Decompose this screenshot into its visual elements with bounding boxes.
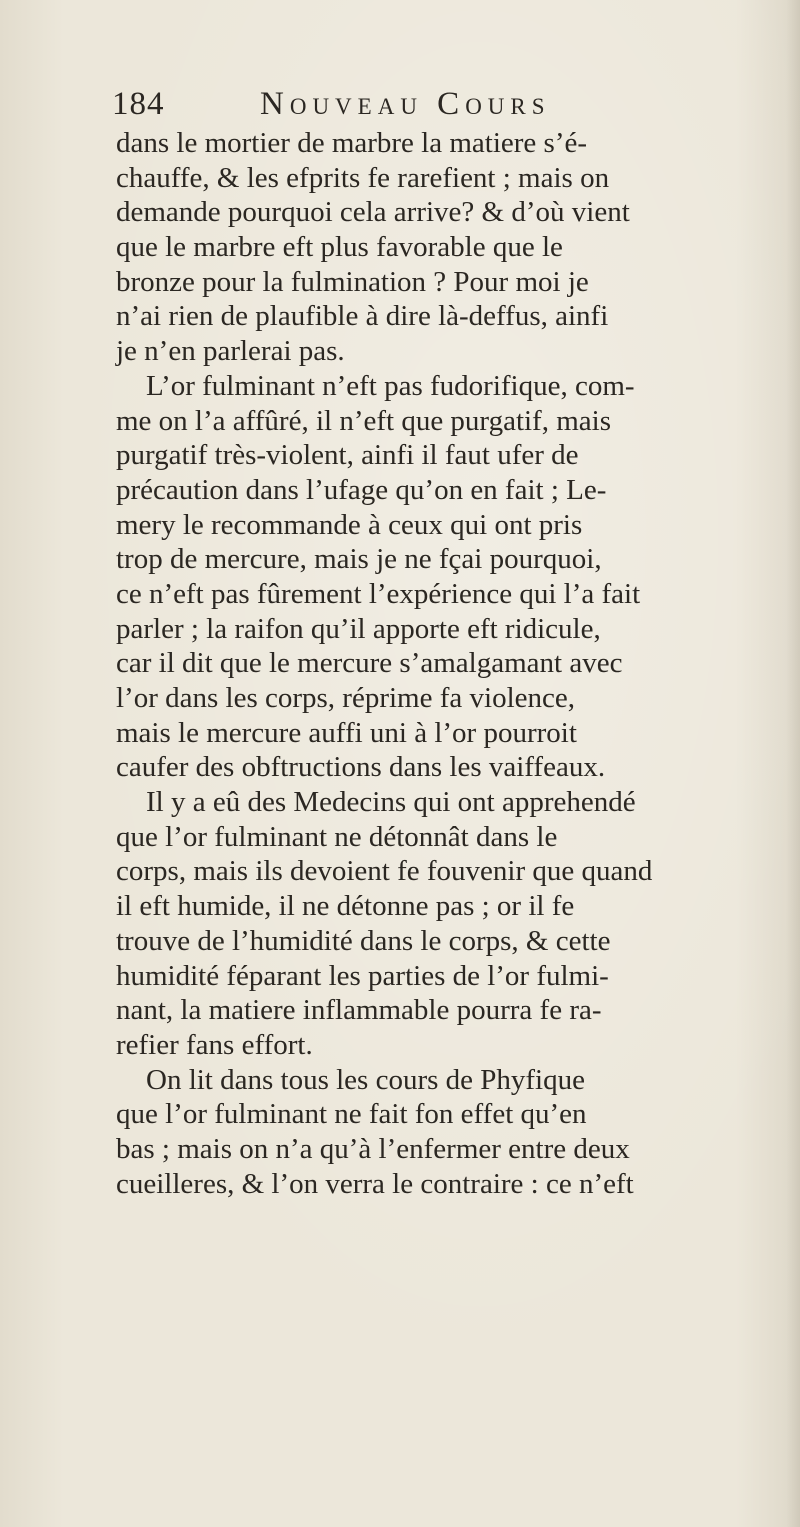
text-line: cueilleres, & l’on verra le contraire : ce n’eft — [116, 1167, 634, 1200]
running-head — [112, 84, 672, 124]
text-line: mery le recommande à ceux qui ont pris — [116, 508, 583, 541]
text-line: caufer des obftructions dans les vaiffeaux. — [116, 751, 606, 784]
text-line: que l’or fulminant ne fait fon effet qu’en — [116, 1098, 587, 1131]
text-line: chauffe, & les efprits fe rarefient ; mais on — [116, 161, 610, 194]
text-line: ce n’eft pas fûrement l’expérience qui l’a fait — [116, 577, 641, 610]
text-line: trop de mercure, mais je ne fçai pourquoi, — [116, 543, 602, 576]
text-line: corps, mais ils devoient fe fouvenir que quand — [116, 855, 653, 888]
text-line: dans le mortier de marbre la matiere s’é- — [116, 127, 588, 159]
text-line: il eft humide, il ne détonne pas ; or il fe — [116, 890, 575, 923]
text-line: bronze pour la fulmination ? Pour moi je — [116, 265, 589, 298]
text-line: que l’or fulminant ne détonnât dans le — [116, 820, 558, 853]
paragraph-first-line: On lit dans tous les cours de Phyfique — [146, 1063, 585, 1096]
text-line: me on l’a affûré, il n’eft que purgatif, mais — [116, 404, 611, 437]
text-line: n’ai rien de plaufible à dire là-deffus, ainfi — [116, 300, 609, 333]
page-edge-shadow — [786, 0, 800, 1527]
text-line: je n’en parlerai pas. — [116, 335, 345, 368]
text-line: car il dit que le mercure s’amalgamant avec — [116, 647, 623, 680]
text-line: purgatif très-violent, ainfi il faut ufer de — [116, 439, 579, 472]
running-title: Nouveau Cours — [260, 86, 551, 122]
text-line: nant, la matiere inflammable pourra fe ra- — [116, 994, 602, 1027]
text-body — [116, 126, 776, 1201]
text-line: précaution dans l’ufage qu’on en fait ; Le- — [116, 473, 607, 506]
paragraph-first-line: Il y a eû des Medecins qui ont apprehendé — [146, 786, 636, 819]
text-line: trouve de l’humidité dans le corps, & cette — [116, 924, 611, 957]
text-line: l’or dans les corps, réprime fa violence, — [116, 682, 575, 714]
text-line: bas ; mais on n’a qu’à l’enfermer entre deux — [116, 1132, 630, 1165]
text-line: mais le mercure auffi uni à l’or pourroit — [116, 716, 577, 749]
text-line: humidité féparant les parties de l’or fulmi- — [116, 959, 609, 992]
text-line: refier fans effort. — [116, 1028, 313, 1061]
page-number: 184 — [112, 86, 165, 122]
text-line: que le marbre eft plus favorable que le — [116, 231, 563, 264]
text-line: parler ; la raifon qu’il apporte eft ridicule, — [116, 612, 601, 645]
text-line: demande pourquoi cela arrive? & d’où vient — [116, 196, 630, 229]
paragraph-first-line: L’or fulminant n’eft pas fudorifique, com- — [146, 369, 635, 402]
